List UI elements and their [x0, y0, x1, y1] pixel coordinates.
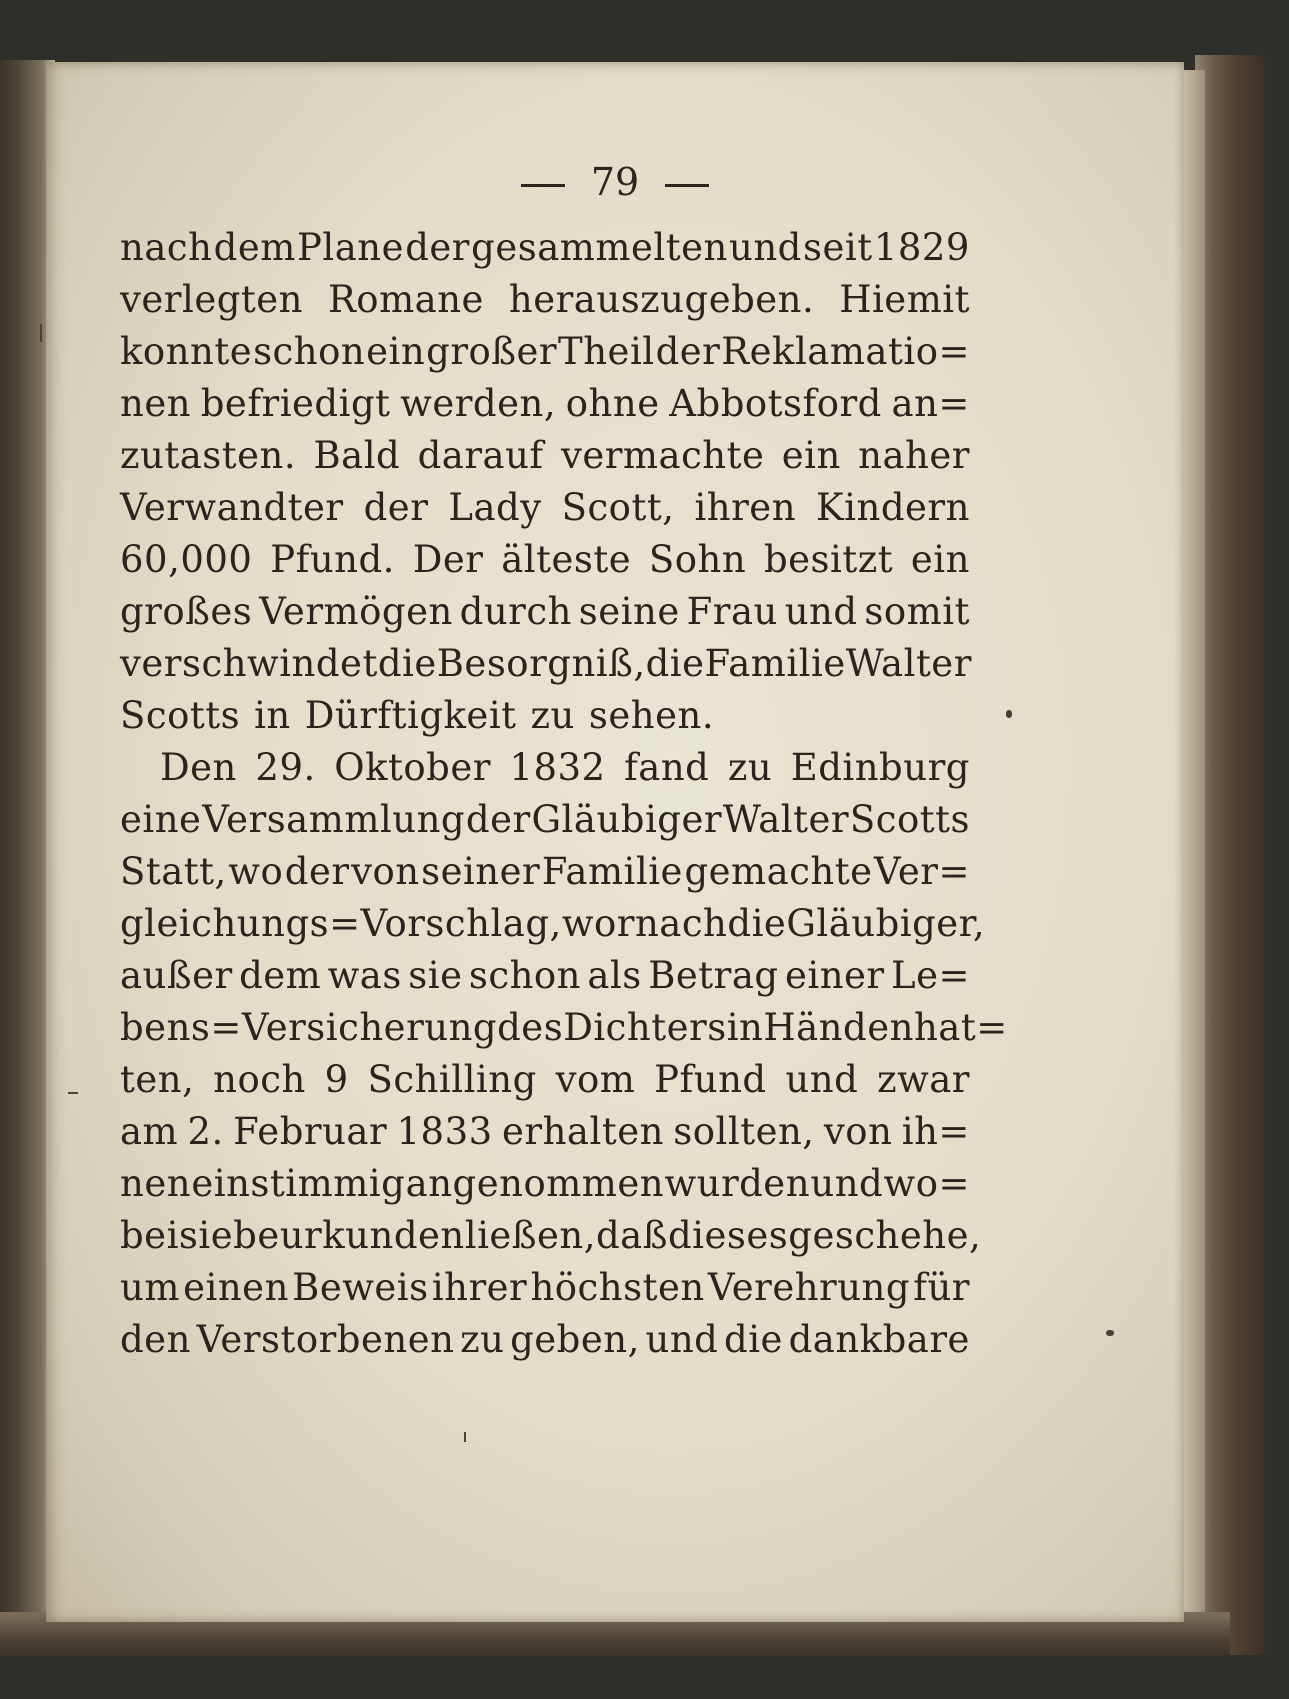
word: Abbotsford [669, 382, 882, 425]
ink-speck [1006, 710, 1012, 718]
word: sie [178, 1214, 234, 1257]
text-line [120, 794, 970, 846]
word: als [587, 954, 642, 997]
text-line [120, 1106, 970, 1158]
word: ih= [901, 1110, 970, 1153]
book-page [46, 62, 1184, 1622]
word: 60,000 [120, 538, 253, 581]
word: der [284, 850, 350, 893]
word: gemachte [684, 850, 873, 893]
word: großes [120, 590, 253, 633]
word: der [363, 486, 429, 529]
word: Hiemit [839, 278, 970, 321]
word: 9 [324, 1058, 349, 1101]
word: verschwindet [120, 642, 378, 685]
word: vom [555, 1058, 636, 1101]
text-line [120, 1262, 970, 1314]
word: und [645, 1318, 719, 1361]
right-book-cover [1195, 55, 1265, 1655]
word: ten, [120, 1058, 195, 1101]
text-line [120, 1158, 970, 1210]
word: verlegten [120, 278, 303, 321]
word: schon [253, 330, 366, 373]
word: zutasten. [120, 434, 297, 477]
text-line [120, 1002, 1008, 1054]
word: seine [578, 590, 680, 633]
word: an= [891, 382, 970, 425]
text-line [120, 742, 970, 794]
ink-speck [1106, 1330, 1114, 1336]
word: ein [366, 330, 426, 373]
word: zu [530, 694, 575, 737]
word: älteste [501, 538, 632, 581]
word: der [655, 330, 721, 373]
word: werden, [400, 382, 557, 425]
ink-speck [68, 1092, 78, 1094]
word: von [823, 1110, 893, 1153]
word: Bald [313, 434, 401, 477]
word: am [120, 1110, 179, 1153]
word: die [724, 1318, 783, 1361]
left-dash [521, 184, 565, 187]
text-line [120, 638, 970, 690]
word: zu [460, 1318, 505, 1361]
word: Händen [763, 1006, 914, 1049]
word: Gläubiger [531, 798, 723, 841]
word: die [727, 902, 787, 945]
word: Verstorbenen [196, 1318, 455, 1361]
word: angenommen [405, 1162, 665, 1205]
word: dem [239, 954, 322, 997]
text-line [120, 326, 970, 378]
page-number: 79 [590, 160, 640, 204]
word: fand [624, 746, 710, 789]
word: naher [858, 434, 970, 477]
word: sie [408, 954, 463, 997]
word: 1829 [873, 226, 970, 269]
word: Februar [233, 1110, 388, 1153]
word: Besorgniß, [436, 642, 646, 685]
word: der [405, 226, 470, 269]
text-line [120, 482, 970, 534]
word: in [254, 694, 291, 737]
word: Beweis [292, 1266, 429, 1309]
text-line [120, 690, 970, 742]
text-line [120, 1314, 970, 1366]
text-line [120, 898, 986, 950]
word: Statt, [120, 850, 227, 893]
word: die [645, 642, 705, 685]
text-line [120, 950, 970, 1002]
word: gleichungs=Vorschlag, [120, 902, 562, 945]
word: einer [784, 954, 885, 997]
word: noch [213, 1058, 306, 1101]
text-line [120, 274, 970, 326]
ink-speck [40, 324, 42, 342]
word: und [784, 590, 858, 633]
word: beurkunden [233, 1214, 465, 1257]
word: ihren [694, 486, 797, 529]
word: 1833 [396, 1110, 493, 1153]
word: hat= [913, 1006, 1008, 1049]
ink-speck [464, 1432, 466, 1442]
word: ohne [565, 382, 660, 425]
word: wornach [561, 902, 728, 945]
word: Edinburg [790, 746, 970, 789]
word: Den [160, 746, 237, 789]
text-line [120, 534, 970, 586]
word: Betrag [648, 954, 779, 997]
word: Familie [541, 850, 683, 893]
word: daß [596, 1214, 668, 1257]
word: schon [468, 954, 582, 997]
word: Frau [686, 590, 778, 633]
word: Schilling [367, 1058, 537, 1101]
word: Vermögen [259, 590, 453, 633]
word: außer [120, 954, 233, 997]
text-line [120, 378, 970, 430]
text-line [120, 430, 970, 482]
word: vermachte [560, 434, 765, 477]
word: Theil [558, 330, 655, 373]
word: Versammlung [202, 798, 466, 841]
word: nen [120, 1162, 192, 1205]
word: was [327, 954, 402, 997]
word: dankbare [788, 1318, 970, 1361]
word: ihrer [431, 1266, 528, 1309]
word: und [785, 1058, 859, 1101]
word: Le= [891, 954, 970, 997]
word: der [465, 798, 531, 841]
word: Familie [704, 642, 846, 685]
word: 1832 [509, 746, 606, 789]
word: befriedigt [200, 382, 391, 425]
word: wo= [883, 1162, 970, 1205]
word: ein [910, 538, 970, 581]
word: nach [120, 226, 213, 269]
word: um [120, 1266, 180, 1309]
word: 29. [255, 746, 316, 789]
body-text [120, 222, 1008, 1366]
word: konnte [120, 330, 253, 373]
word: geben, [510, 1318, 640, 1361]
word: Der [412, 538, 484, 581]
word: sehen. [588, 694, 715, 737]
word: zwar [877, 1058, 970, 1101]
word: dieses [667, 1214, 789, 1257]
word: nen [120, 382, 192, 425]
word: Oktober [334, 746, 491, 789]
word: wo [228, 850, 284, 893]
word: und [728, 226, 802, 269]
word: besitzt [763, 538, 894, 581]
word: von [351, 850, 420, 893]
word: Scott, [561, 486, 675, 529]
text-line [120, 1210, 982, 1262]
word: zu [727, 746, 773, 789]
right-dash [665, 184, 709, 187]
word: 2. [187, 1110, 224, 1153]
word: eine [120, 798, 202, 841]
word: seiner [421, 850, 541, 893]
text-line [120, 222, 970, 274]
word: Romane [327, 278, 484, 321]
word: Kindern [816, 486, 970, 529]
word: dem [213, 226, 296, 269]
word: Scotts [849, 798, 970, 841]
word: einen [183, 1266, 289, 1309]
word: Verehrung [707, 1266, 911, 1309]
word: Walter [722, 798, 850, 841]
text-line [120, 586, 970, 638]
text-line [120, 1054, 970, 1106]
word: geschehe, [788, 1214, 982, 1257]
word: Pfund. [270, 538, 395, 581]
word: des [497, 1006, 564, 1049]
word: wurden [664, 1162, 811, 1205]
word: Dichters [563, 1006, 727, 1049]
word: Lady [448, 486, 542, 529]
word: den [120, 1318, 191, 1361]
word: erhalten [502, 1110, 664, 1153]
word: Walter [845, 642, 972, 685]
word: Verwandter [120, 486, 344, 529]
word: sollten, [673, 1110, 815, 1153]
word: die [377, 642, 437, 685]
word: durch [459, 590, 572, 633]
word: seit [803, 226, 873, 269]
page-number-header [46, 160, 1184, 210]
word: ein [781, 434, 841, 477]
word: Gläubiger, [786, 902, 986, 945]
word: für [913, 1266, 970, 1309]
word: Sohn [648, 538, 747, 581]
word: einstimmig [191, 1162, 406, 1205]
text-line [120, 846, 970, 898]
word: darauf [417, 434, 544, 477]
word: Ver= [874, 850, 970, 893]
word: höchsten [530, 1266, 705, 1309]
word: Reklamatio= [721, 330, 970, 373]
word: Scotts [120, 694, 241, 737]
word: Dürftigkeit [304, 694, 517, 737]
word: und [810, 1162, 884, 1205]
word: herauszugeben. [508, 278, 815, 321]
word: Plane [297, 226, 405, 269]
word: in [726, 1006, 764, 1049]
word: Pfund [654, 1058, 767, 1101]
word: gesammelten [471, 226, 728, 269]
word: bens=Versicherung [120, 1006, 498, 1049]
word: somit [864, 590, 970, 633]
word: ließen, [464, 1214, 596, 1257]
word: großer [426, 330, 558, 373]
word: bei [120, 1214, 179, 1257]
